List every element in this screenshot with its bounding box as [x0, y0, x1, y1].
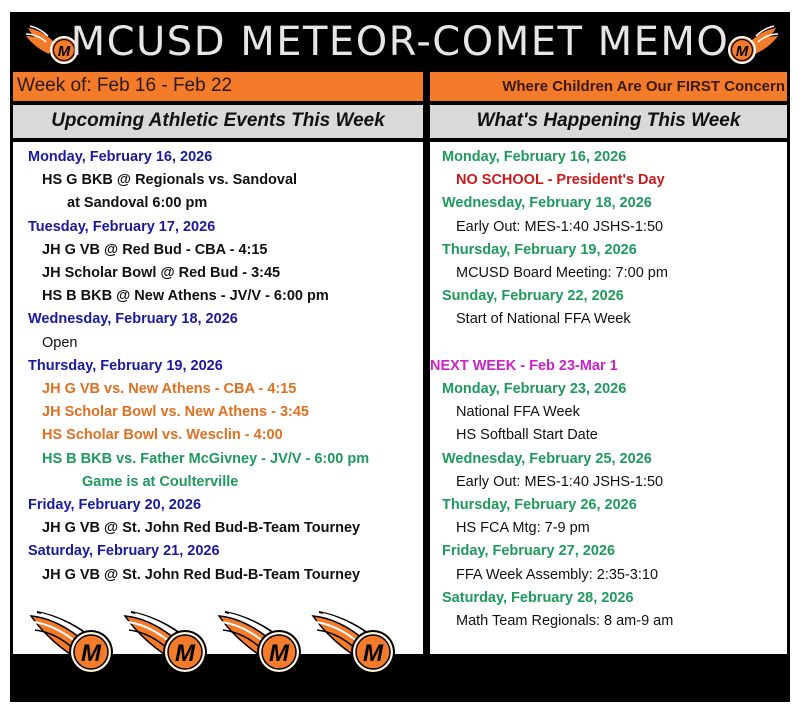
- event-item: Math Team Regionals: 8 am-9 am: [456, 613, 674, 629]
- memo-frame: [10, 12, 790, 702]
- next-week-heading: NEXT WEEK - Feb 23-Mar 1: [430, 357, 618, 374]
- event-item: JH G VB @ Red Bud - CBA - 4:15: [42, 241, 268, 258]
- day-heading: Monday, February 16, 2026: [442, 149, 627, 165]
- day-heading: Wednesday, February 18, 2026: [442, 195, 652, 212]
- event-item: JH Scholar Bowl @ Red Bud - 3:45: [42, 265, 281, 281]
- day-heading: Saturday, February 21, 2026: [28, 543, 220, 560]
- day-heading: Friday, February 20, 2026: [28, 497, 202, 513]
- day-heading: Sunday, February 22, 2026: [442, 288, 624, 305]
- event-detail: at Sandoval 6:00 pm: [67, 195, 208, 212]
- event-item: Early Out: MES-1:40 JSHS-1:50: [456, 473, 664, 490]
- day-heading: Saturday, February 28, 2026: [442, 589, 634, 606]
- day-heading: Tuesday, February 17, 2026: [28, 218, 216, 235]
- day-heading: Monday, February 23, 2026: [442, 381, 627, 397]
- memo-title: MCUSD METEOR-COMET MEMO: [70, 19, 730, 65]
- event-item: JH G VB @ St. John Red Bud-B-Team Tourney: [42, 566, 361, 583]
- event-item: Start of National FFA Week: [456, 311, 631, 328]
- day-heading: Thursday, February 19, 2026: [28, 357, 223, 374]
- day-heading: Thursday, February 26, 2026: [442, 497, 637, 513]
- event-item: NO SCHOOL - President's Day: [456, 172, 665, 189]
- motto-text: Where Children Are Our FIRST Concern: [502, 78, 785, 95]
- flaming-m-comet-icon: [121, 608, 217, 678]
- event-item: HS G BKB @ Regionals vs. Sandoval: [42, 172, 298, 189]
- day-heading: Thursday, February 19, 2026: [442, 241, 637, 258]
- event-detail: Game is at Coulterville: [82, 473, 239, 490]
- motto-band: [430, 72, 787, 101]
- event-item: HS B BKB @ New Athens - JV/V - 6:00 pm: [42, 288, 329, 305]
- svg-text:M: M: [363, 640, 383, 667]
- event-item: HS Softball Start Date: [456, 427, 598, 444]
- event-item: JH G VB vs. New Athens - CBA - 4:15: [42, 381, 297, 397]
- event-item: Open: [42, 334, 78, 351]
- title-bar: [10, 12, 790, 72]
- week-of-label: Week of: Feb 16 - Feb 22: [17, 75, 233, 96]
- flaming-m-comet-icon: [27, 608, 123, 678]
- athletics-title: Upcoming Athletic Events This Week: [51, 110, 385, 131]
- event-item: National FFA Week: [456, 404, 580, 421]
- svg-text:M: M: [735, 43, 749, 60]
- athletics-panel: [13, 142, 423, 667]
- athletics-header: [13, 105, 423, 138]
- day-heading: Monday, February 16, 2026: [28, 149, 213, 165]
- event-item: FFA Week Assembly: 2:35-3:10: [456, 566, 659, 583]
- day-heading: Wednesday, February 25, 2026: [442, 450, 652, 467]
- day-heading: Wednesday, February 18, 2026: [28, 311, 238, 328]
- svg-text:M: M: [175, 640, 195, 667]
- event-item: HS B BKB vs. Father McGivney - JV/V - 6:00 pm: [42, 450, 370, 467]
- event-item: HS Scholar Bowl vs. Wesclin - 4:00: [42, 427, 283, 444]
- svg-text:M: M: [81, 640, 101, 667]
- event-item: HS FCA Mtg: 7-9 pm: [456, 520, 590, 537]
- svg-text:M: M: [57, 43, 71, 60]
- week-band: [13, 72, 423, 101]
- event-item: Early Out: MES-1:40 JSHS-1:50: [456, 218, 664, 235]
- event-item: MCUSD Board Meeting: 7:00 pm: [456, 265, 668, 281]
- event-item: JH G VB @ St. John Red Bud-B-Team Tourney: [42, 520, 361, 537]
- event-item: JH Scholar Bowl vs. New Athens - 3:45: [42, 404, 309, 421]
- flaming-m-comet-icon: [215, 608, 311, 678]
- flaming-m-comet-icon: [309, 608, 405, 678]
- logo-row: [27, 608, 427, 678]
- day-heading: Friday, February 27, 2026: [442, 543, 616, 560]
- happenings-header: [430, 105, 787, 138]
- flaming-m-comet-icon: [720, 22, 780, 66]
- happenings-panel: [430, 142, 787, 654]
- svg-text:M: M: [269, 640, 289, 667]
- happenings-title: What's Happening This Week: [476, 110, 741, 131]
